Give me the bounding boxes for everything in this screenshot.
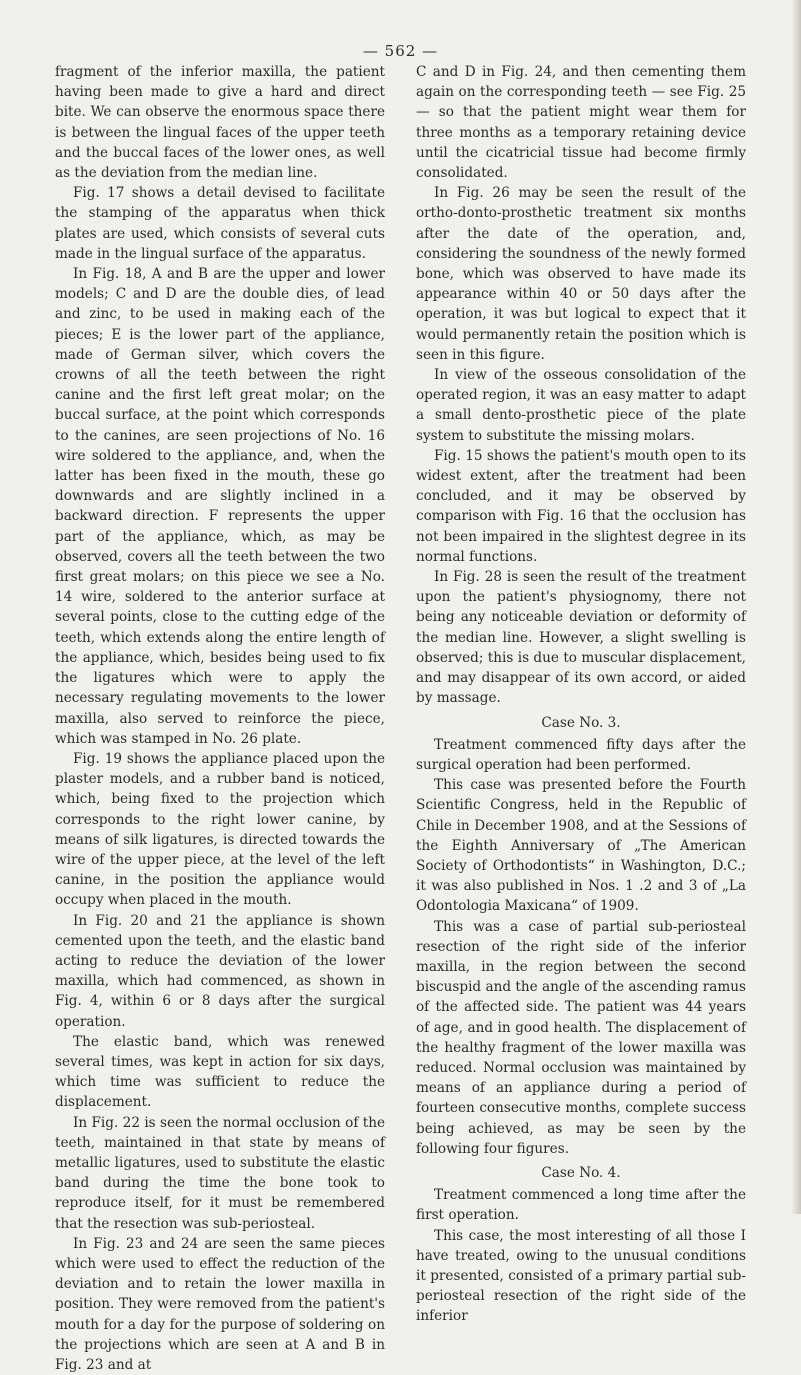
- paragraph: Treatment commenced a long time after the first operation.: [416, 1187, 746, 1224]
- left-text-column: [55, 62, 385, 1375]
- paragraph: Fig. 17 shows a detail devised to facilitate the stamping of the apparatus when thick plates are used, which consists of several cuts made in the lingual surface of the apparatus.: [55, 185, 385, 262]
- paragraph: Treatment commenced fifty days after the surgical operation had been performed.: [416, 736, 746, 773]
- paragraph: In Fig. 23 and 24 are seen the same pieces which were used to effect the reduction of the deviation and to retain the lower maxilla in position. They were removed from the patient's mouth for a day for the purpose of soldering on the projections which are seen at A and B in Fig. 23 and at: [55, 1235, 385, 1373]
- paragraph: In Fig. 22 is seen the normal occlusion of the teeth, maintained in that state by means of metallic ligatures, used to substitute the elastic band during the time the bone took to reproduce itself, for it must be remembered that the resection was sub-periosteal.: [55, 1114, 385, 1232]
- paragraph: Fig. 19 shows the appliance placed upon the plaster models, and a rubber band is noticed, which, being fixed to the projection which corresponds to the right lower canine, by means of silk ligatures, is directed towards the wire of the upper piece, at the level of the left canine, in the position the appliance would occupy when placed in the mouth.: [55, 750, 385, 909]
- paragraph: In Fig. 28 is seen the result of the treatment upon the patient's physiognomy, there not being any noticeable deviation or deformity of the median line. However, a slight swelling is observed; this is due to muscular displacement, and may disappear of its own accord, or aided by massage.: [416, 569, 746, 707]
- paragraph: Fig. 15 shows the patient's mouth open to its widest extent, after the treatment had been concluded, and it may be observed by comparison with Fig. 16 that the occlusion has not been impaired in the slightest degree in its normal functions.: [416, 447, 746, 565]
- right-text-column: [416, 62, 746, 1327]
- paragraph: The elastic band, which was renewed several times, was kept in action for six days, which time was sufficient to reduce the displacement.: [55, 1033, 385, 1111]
- case-heading: Case No. 3.: [541, 714, 621, 731]
- paragraph: In Fig. 26 may be seen the result of the ortho-donto-prosthetic treatment six months after the date of the operation, and, considering the soundness of the newly formed bone, which was observed to have made its appearance within 40 or 50 days after the operation, it was but logical to expect that it would permanently retain the position which is seen in this figure.: [416, 185, 746, 363]
- paragraph: fragment of the inferior maxilla, the patient having been made to give a hard and direct bite. We can observe the enormous space there is between the lingual faces of the upper teeth and the buccal faces of the lower ones, as well as the deviation from the median line.: [55, 64, 385, 182]
- paragraph: In Fig. 18, A and B are the upper and lower models; C and D are the double dies, of lead and zinc, to be used in making each of the pieces; E is the lower part of the appliance, made of German silver, which covers the crowns of all the teeth between the right canine and the first left great molar; on the buccal surface, at the point which corresponds to the canines, are seen projections of No. 16 wire soldered to the appliance, and, when the latter has been fixed in the mouth, these go downwards and are slightly inclined in a backward direction. F represents the upper part of the appliance, which, as may be observed, covers all the teeth between the two first great molars; on this piece we see a No. 14 wire, soldered to the anterior surface at several points, close to the cutting edge of the teeth, which extends along the entire length of the appliance, which, besides being used to fix the ligatures which were to apply the necessary regulating movements to the lower maxilla, also served to reinforce the piece, which was stamped in No. 26 plate.: [55, 266, 385, 747]
- case-heading: Case No. 4.: [541, 1164, 621, 1181]
- paragraph: C and D in Fig. 24, and then cementing them again on the corresponding teeth — see Fig. 25 — so that the patient might wear them for three months as a temporary retaining device until the cicatricial tissue had become firmly consolidated.: [416, 64, 746, 182]
- page-number: — 562 —: [362, 42, 439, 60]
- paragraph: This case was presented before the Fourth Scientific Congress, held in the Republic of Chile in December 1908, and at the Sessions of the Eighth Anniversary of „The American Society of Orthodontists“ in Washington, D.C.; it was also published in Nos. 1 .2 and 3 of „La Odontologia Maxicana“ of 1909.: [416, 777, 746, 915]
- paragraph: In view of the osseous consolidation of the operated region, it was an easy matter to adapt a small dento-prosthetic piece of the plate system to substitute the missing molars.: [416, 367, 746, 444]
- paragraph: In Fig. 20 and 21 the appliance is shown cemented upon the teeth, and the elastic band acting to reduce the deviation of the lower maxilla, which had commenced, as shown in Fig. 4, within 6 or 8 days after the surgical operation.: [55, 912, 385, 1030]
- page-edge-shadow: [791, 0, 801, 1214]
- paragraph: This was a case of partial sub-periosteal resection of the right side of the inferior maxilla, in the region between the second biscuspid and the angle of the ascending ramus of the affected side. The patient was 44 years of age, and in good health. The displacement of the healthy fragment of the lower maxilla was reduced. Normal occlusion was maintained by means of an appliance during a period of fourteen consecutive months, complete success being achieved, as may be seen by the following four figures.: [416, 918, 746, 1157]
- paragraph: This case, the most interesting of all those I have treated, owing to the unusual conditions it presented, consisted of a primary partial sub-periosteal resection of the right side of the inferior: [416, 1227, 746, 1325]
